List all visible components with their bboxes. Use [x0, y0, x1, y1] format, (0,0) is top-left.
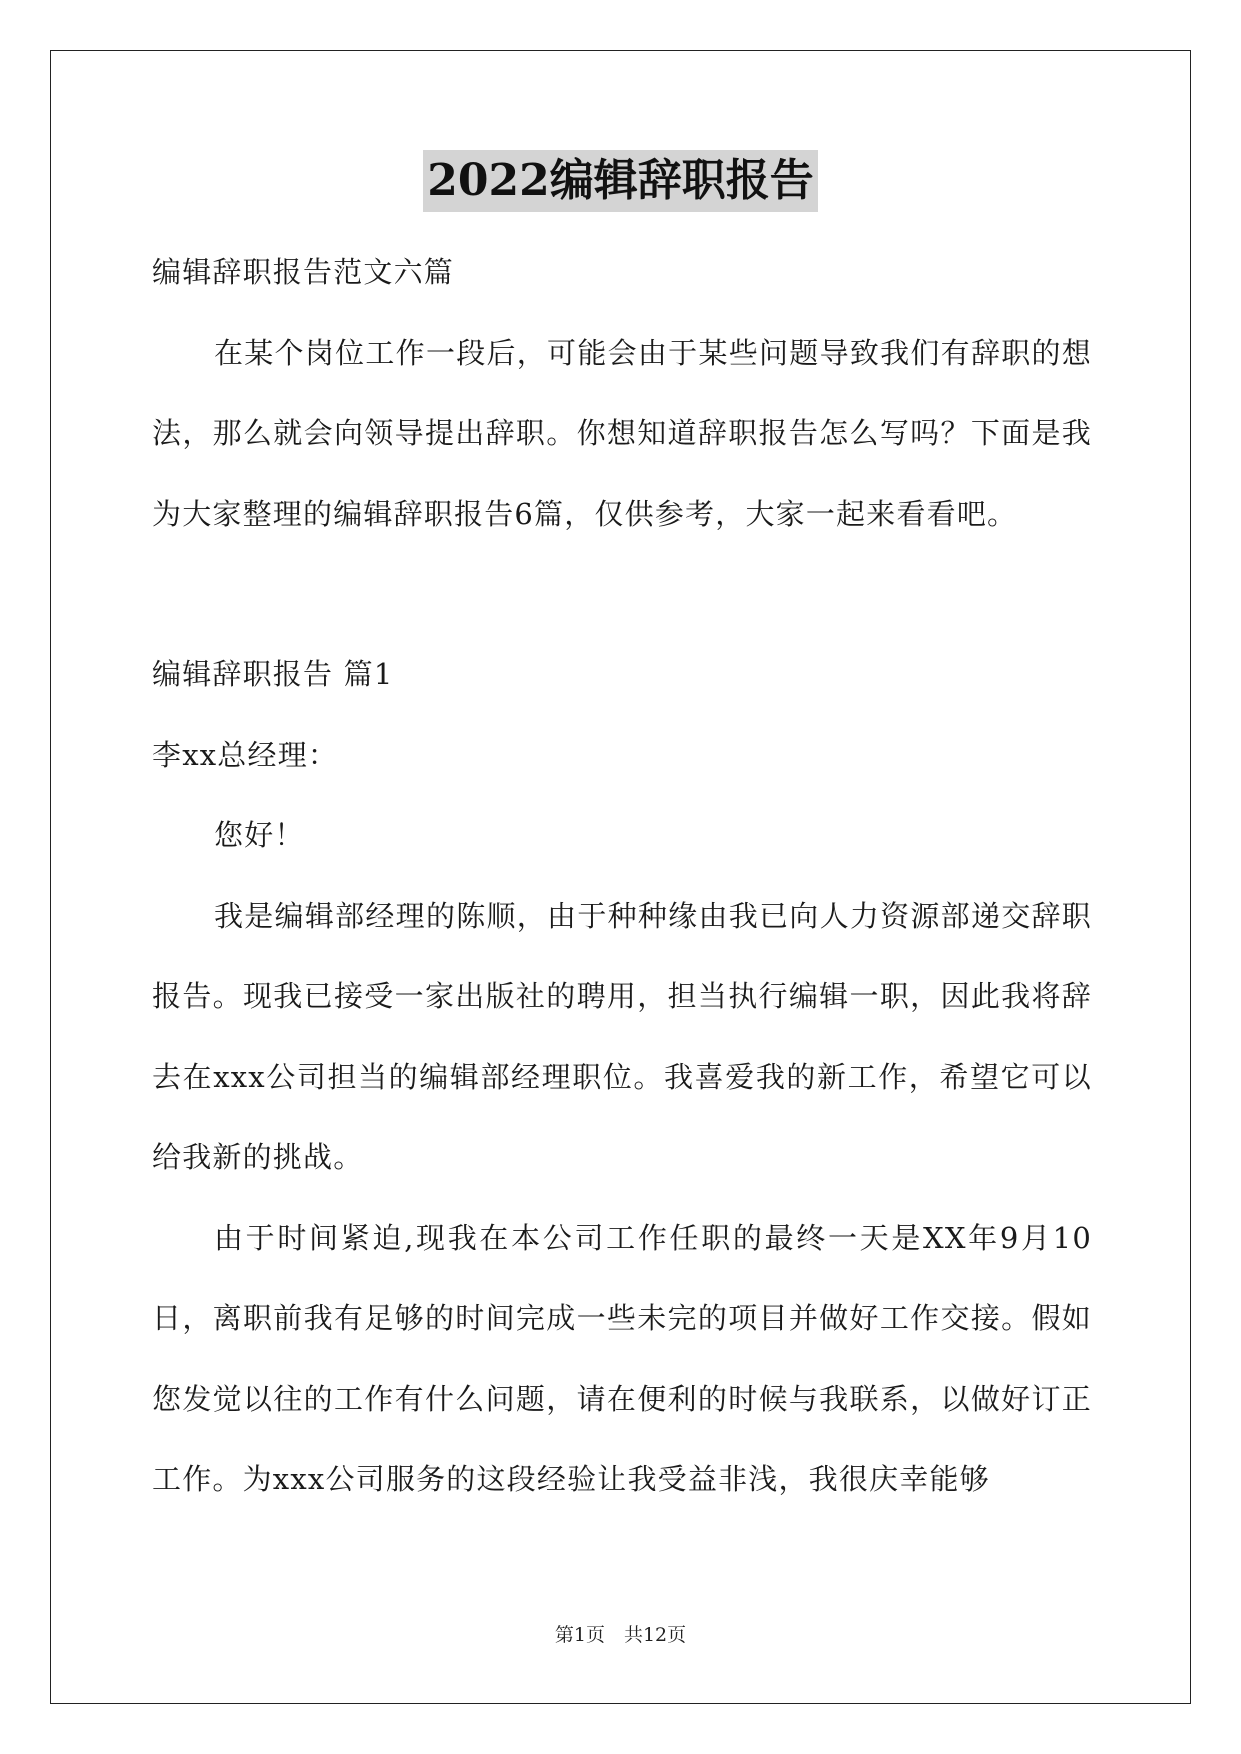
title-container: [0, 150, 1241, 212]
body-paragraph-2: 由于时间紧迫,现我在本公司工作任职的最终一天是XX年9月10日，离职前我有足够的时间完成一些未完的项目并做好工作交接。假如您发觉以往的工作有什么问题，请在便利的时候与我联系，以做好订正工作。为xxx公司服务的这段经验让我受益非浅，我很庆幸能够: [152, 1220, 1092, 1496]
page-footer: [0, 1620, 1241, 1647]
salutation: 李xx总经理：: [152, 737, 339, 772]
page-number: 第1页 共12页: [554, 1624, 687, 1646]
greeting: 您好！: [214, 818, 305, 852]
section-heading: 编辑辞职报告 篇1: [152, 657, 394, 691]
intro-paragraph: 在某个岗位工作一段后，可能会由于某些问题导致我们有辞职的想法，那么就会向领导提出辞职。你想知道辞职报告怎么写吗？下面是我为大家整理的编辑辞职报告6篇，仅供参考，大家一起来看看吧。: [152, 335, 1092, 531]
document-title: 2022编辑辞职报告: [423, 150, 817, 212]
document-body: [152, 232, 1092, 1520]
body-paragraph-1: 我是编辑部经理的陈顺，由于种种缘由我已向人力资源部递交辞职报告。现我已接受一家出版社的聘用，担当执行编辑一职，因此我将辞去在xxx公司担当的编辑部经理职位。我喜爱我的新工作，希望它可以给我新的挑战。: [152, 898, 1092, 1174]
subtitle: 编辑辞职报告范文六篇: [152, 255, 455, 289]
